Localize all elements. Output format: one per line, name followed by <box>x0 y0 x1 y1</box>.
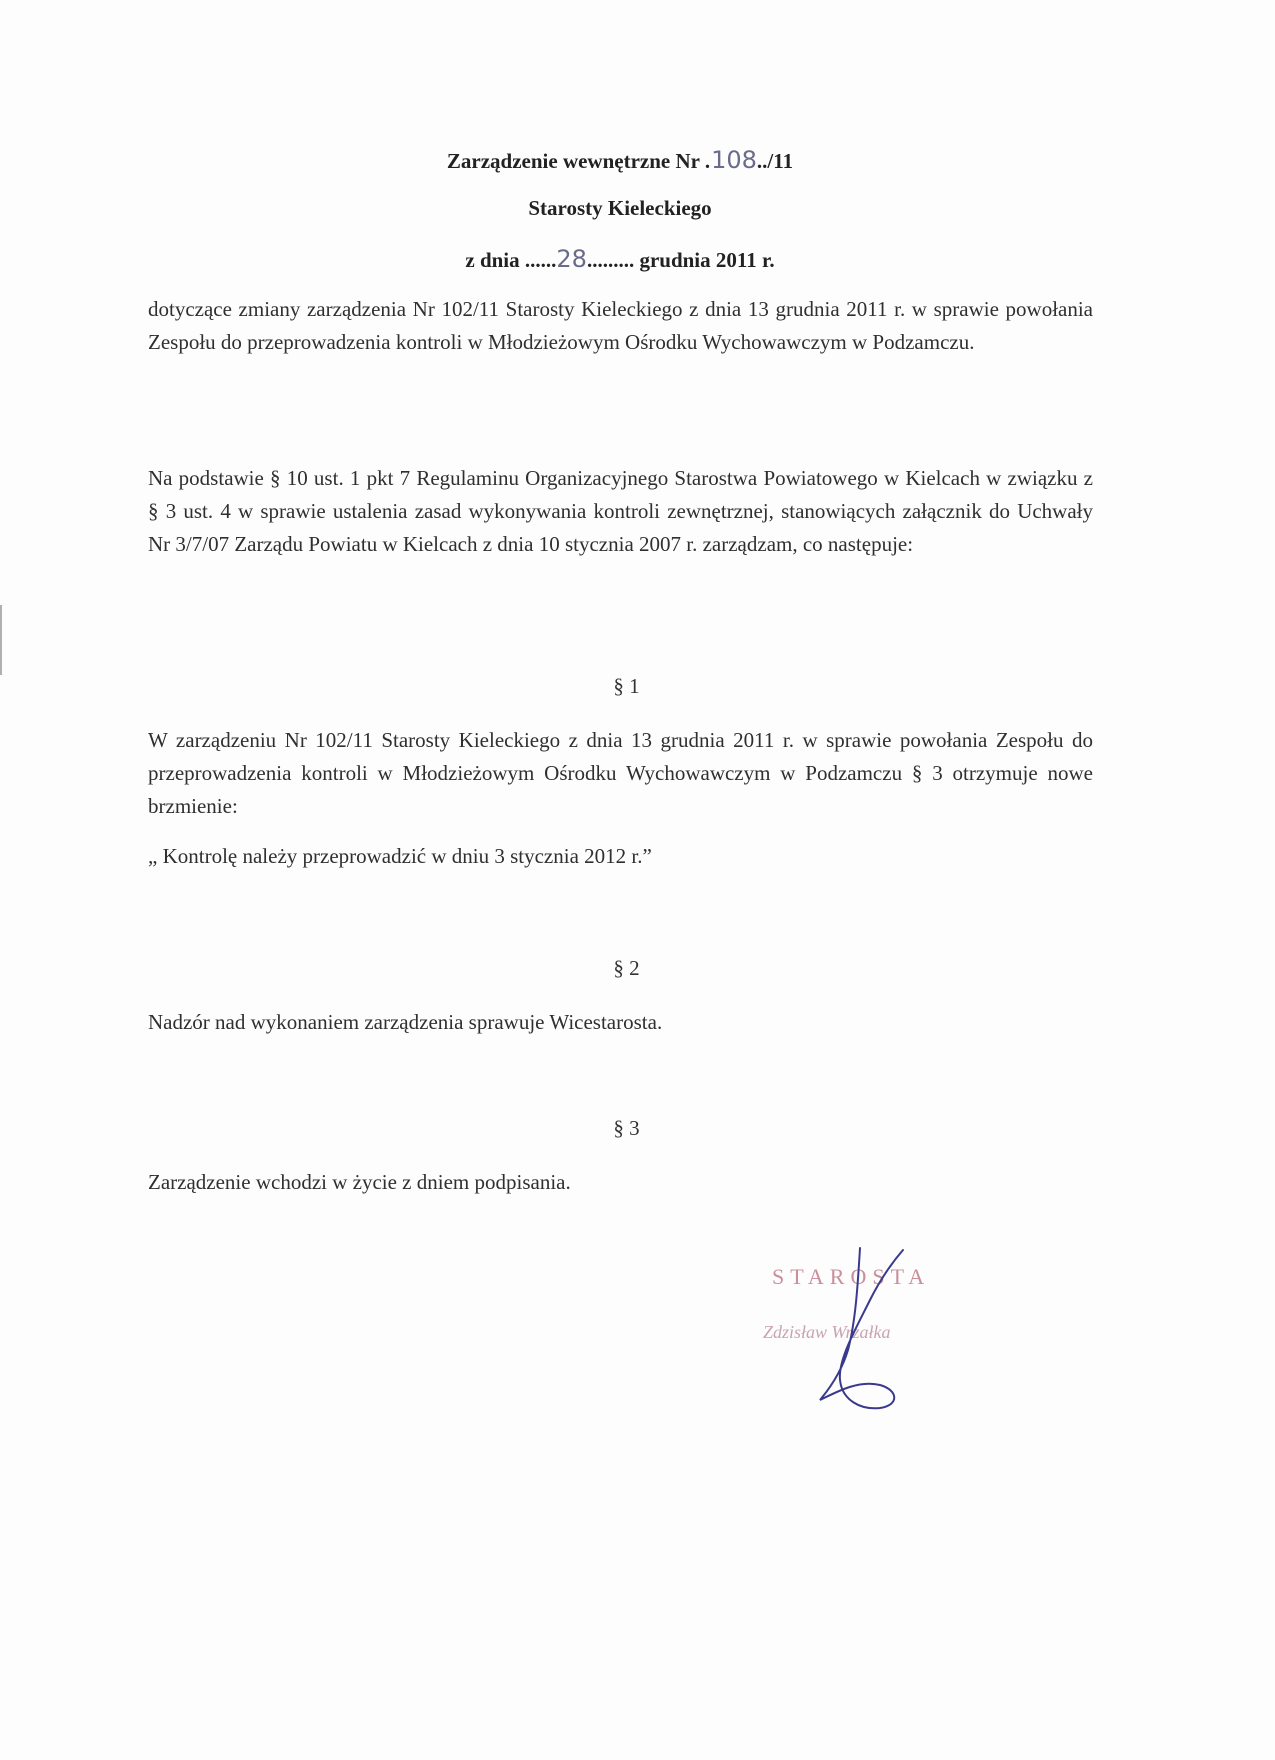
section-2-marker: § 2 <box>613 956 640 980</box>
legal-basis-paragraph: Na podstawie § 10 ust. 1 pkt 7 Regulaminu Organizacyjnego Starostwa Powiatowego w Kielcach w związku z § 3 ust. 4 w sprawie ustalenia zasad wykonywania kontroli zewnętrznej, stanowiących załącznik do Uchwały Nr 3/7/07 Zarządu Powiatu w Kielcach z dnia 10 stycznia 2007 r. zarządzam, co następuje: <box>148 466 1093 556</box>
document-date <box>0 245 1240 273</box>
handwritten-signature <box>800 1240 930 1410</box>
document-issuer: Starosty Kieleckiego <box>528 196 712 220</box>
section-1-quote: „ Kontrolę należy przeprowadzić w dniu 3 stycznia 2012 r.” <box>148 844 652 868</box>
scan-edge-mark <box>0 605 2 675</box>
section-2-text: Nadzór nad wykonaniem zarządzenia sprawuje Wicestarosta. <box>148 1010 663 1034</box>
document-title <box>0 146 1240 174</box>
stamp-person-name: Zdzisław Wrzałka <box>763 1322 891 1342</box>
title-prefix: Zarządzenie wewnętrzne Nr <box>446 149 705 173</box>
stamp-office: STAROSTA <box>772 1264 931 1289</box>
handwritten-day: 28 <box>556 245 587 273</box>
date-suffix: grudnia 2011 r. <box>634 248 775 272</box>
title-number-suffix: ../11 <box>756 149 794 173</box>
subject-paragraph: dotyczące zmiany zarządzenia Nr 102/11 Starosty Kieleckiego z dnia 13 grudnia 2011 r. w sprawie powołania Zespołu do przeprowadzenia kontroli w Młodzieżowym Ośrodku Wychowawczym w Podzamczu. <box>148 297 1093 354</box>
section-1-text: W zarządzeniu Nr 102/11 Starosty Kieleckiego z dnia 13 grudnia 2011 r. w sprawie powołania Zespołu do przeprowadzenia kontroli w Młodzieżowym Ośrodku Wychowawczym w Podzamczu § 3 otrzymuje nowe brzmienie: <box>148 728 1093 818</box>
date-prefix: z dnia ...... <box>465 248 557 272</box>
title-dots-a: . <box>704 149 712 173</box>
section-3-marker: § 3 <box>613 1116 640 1140</box>
date-dots: ......... <box>586 248 635 272</box>
section-1-marker: § 1 <box>613 674 640 698</box>
handwritten-number: 108 <box>711 146 757 174</box>
section-3-text: Zarządzenie wchodzi w życie z dniem podpisania. <box>148 1170 571 1194</box>
